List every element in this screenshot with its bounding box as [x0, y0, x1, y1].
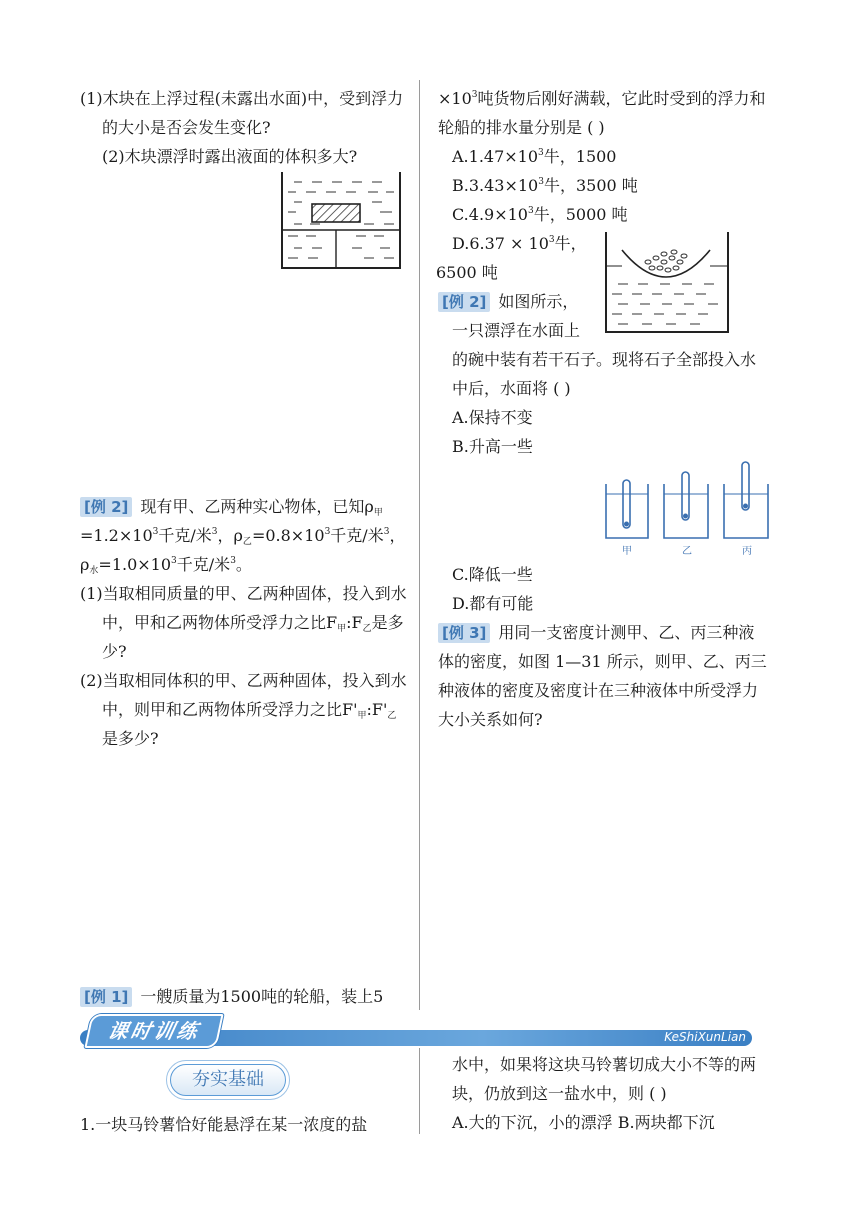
example-2-question-1: (1)当取相同质量的甲、乙两种固体，投入到水中，甲和乙两物体所受浮力之比$F_甲:F_乙$是多少?	[80, 584, 407, 661]
example-2-question-2: (2)当取相同体积的甲、乙两种固体，投入到水中，则甲和乙两物体所受浮力之比$F'_甲:F'_乙$是多少?	[80, 671, 407, 748]
label-jia: 甲	[622, 546, 632, 557]
option-c: $C.4.9\times 10^3$牛，5000 吨	[452, 205, 628, 224]
option-b: $B.3.43\times 10^3$牛，3500 吨	[452, 176, 638, 195]
example-2-intro: [例 2] 现有甲、乙两种实心物体，已知$\rho_甲=1.2\times 10^3$千克/米$^3$，$\rho_乙=0.8\times 10^3$千克/米$^3$，$\rho_水=1.0\times 10^3$千克/米$^3$。	[80, 497, 406, 576]
bottom-left	[80, 1110, 414, 1139]
example-3-tag: [例 3]	[438, 623, 490, 643]
question-1-text: (1)木块在上浮过程(未露出水面)中，受到浮力的大小是否会发生变化?	[80, 89, 404, 137]
example-2-rest: 的碗中装有若干石子。现将石子全部投入水中后，水面将 ( )	[452, 350, 757, 398]
question-2-text: (2)木块漂浮时露出液面的体积多大?	[102, 147, 358, 166]
label-yi: 乙	[682, 546, 692, 557]
example-2-option-c: C.降低一些	[452, 565, 533, 584]
example-2-line-1: [例 2] 如图所示，	[438, 287, 768, 316]
example-2-option-d: D.都有可能	[452, 594, 534, 613]
banner-title: 课时训练	[84, 1014, 223, 1048]
example-1-text: [例 1] 一艘质量为1500吨的轮船，装上5	[80, 982, 410, 1011]
example-3-text: [例 3] 用同一支密度计测甲、乙、丙三种液体的密度，如图 1—31 所示，则甲、乙、丙三种液体的密度及密度计在三种液体中所受浮力大小关系如何?	[438, 623, 767, 729]
training-question-1-options: A.大的下沉，小的漂浮 B.两块都下沉	[452, 1113, 715, 1132]
example-2-option-a: A.保持不变	[452, 408, 533, 427]
bowl-stones-figure	[604, 232, 730, 334]
wood-block-figure	[280, 172, 402, 270]
example-1-tag: [例 1]	[80, 987, 132, 1007]
option-a: $A.1.47\times 10^3$牛，1500	[452, 147, 617, 166]
example-2-option-b: B.升高一些	[452, 437, 533, 456]
subsection-pill: 夯实基础	[170, 1064, 286, 1096]
example-1-continued: $\times 10^3$吨货物后刚好满载，它此时受到的浮力和轮船的排水量分别是 ( )	[438, 89, 766, 137]
column-divider	[419, 80, 420, 1010]
training-question-1-continued: 水中，如果将这块马铃薯切成大小不等的两块，仍放到这一盐水中，则 ( )	[452, 1055, 757, 1103]
bottom-right	[452, 1050, 772, 1137]
example-2-line-2: 一只漂浮在水面上	[452, 321, 581, 340]
hydrometer-figure	[602, 460, 778, 558]
right-column-lower	[438, 560, 768, 734]
column-divider-bottom	[419, 1048, 420, 1134]
left-example-1	[80, 982, 410, 1011]
banner-pinyin: KeShiXunLian	[664, 1030, 746, 1044]
left-example-2	[80, 492, 410, 753]
option-d-continued: 6500 吨	[436, 263, 498, 282]
label-bing: 丙	[742, 546, 752, 557]
section-banner	[80, 1014, 752, 1048]
example-2-tag: [例 2]	[80, 497, 132, 517]
left-column	[80, 84, 410, 171]
example-2-tag-right: [例 2]	[438, 292, 490, 312]
option-d: $D.6.37 \times 10^3$牛，	[452, 234, 587, 253]
training-question-1: 1.一块马铃薯恰好能悬浮在某一浓度的盐	[80, 1115, 368, 1134]
